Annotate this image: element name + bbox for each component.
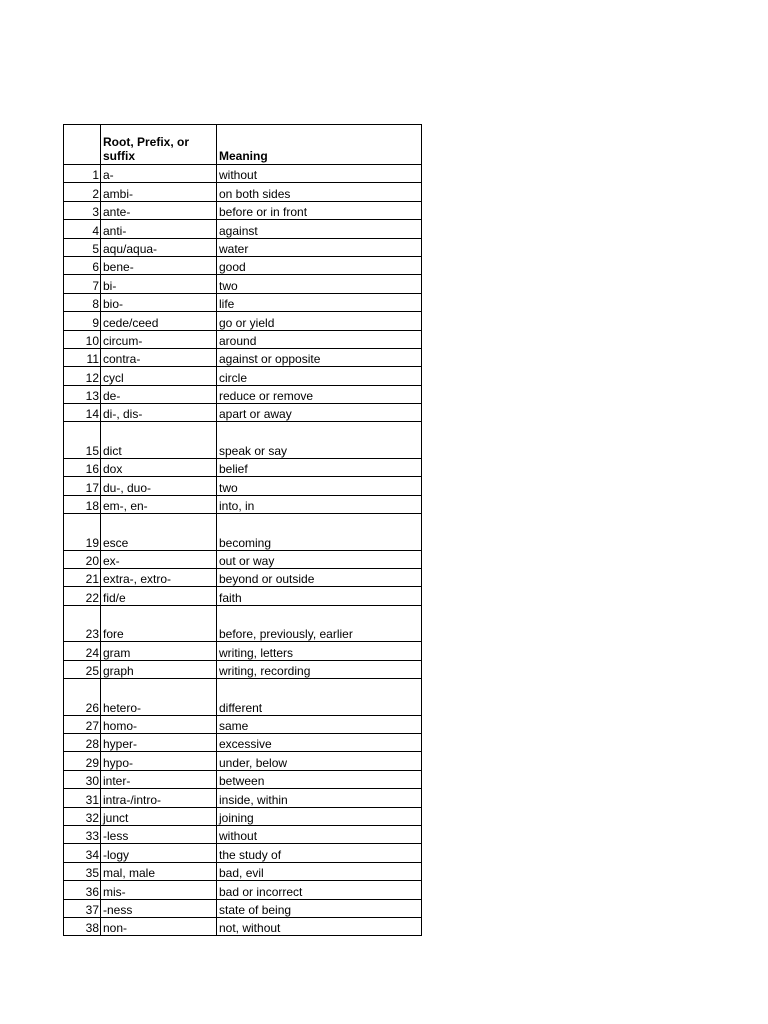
root-cell[interactable]: graph	[101, 660, 217, 678]
root-cell[interactable]: di-, dis-	[101, 404, 217, 422]
row-number-cell[interactable]: 15	[64, 422, 101, 459]
row-number-cell[interactable]: 22	[64, 587, 101, 605]
table-row	[64, 733, 422, 751]
table-row	[64, 587, 422, 605]
meaning-cell[interactable]: on both sides	[217, 183, 422, 201]
row-number-cell[interactable]: 13	[64, 385, 101, 403]
meaning-cell[interactable]: water	[217, 238, 422, 256]
meaning-cell[interactable]: under, below	[217, 752, 422, 770]
meaning-cell[interactable]: writing, recording	[217, 660, 422, 678]
header-meaning-cell[interactable]: Meaning	[217, 125, 422, 165]
row-number-cell[interactable]: 23	[64, 605, 101, 642]
header-number-cell[interactable]	[64, 125, 101, 165]
table-row	[64, 404, 422, 422]
root-cell[interactable]: ante-	[101, 201, 217, 219]
table-row	[64, 789, 422, 807]
table-row	[64, 881, 422, 899]
meaning-cell[interactable]: belief	[217, 458, 422, 476]
meaning-cell[interactable]: circle	[217, 367, 422, 385]
row-number-cell[interactable]: 38	[64, 917, 101, 935]
meaning-cell[interactable]: without	[217, 825, 422, 843]
row-number-cell[interactable]: 29	[64, 752, 101, 770]
row-number-cell[interactable]: 8	[64, 293, 101, 311]
table-row	[64, 917, 422, 935]
row-number-cell[interactable]: 34	[64, 844, 101, 862]
table-row	[64, 275, 422, 293]
row-number-cell[interactable]: 10	[64, 330, 101, 348]
table-row	[64, 660, 422, 678]
table-body	[64, 165, 422, 936]
meaning-cell[interactable]: go or yield	[217, 312, 422, 330]
table-row	[64, 330, 422, 348]
table-row	[64, 715, 422, 733]
table-row	[64, 183, 422, 201]
row-number-cell[interactable]: 35	[64, 862, 101, 880]
table-row	[64, 348, 422, 366]
table-row	[64, 605, 422, 642]
root-cell[interactable]: -ness	[101, 899, 217, 917]
table-row	[64, 422, 422, 459]
row-number-cell[interactable]: 11	[64, 348, 101, 366]
table-row	[64, 642, 422, 660]
row-number-cell[interactable]: 37	[64, 899, 101, 917]
meaning-cell[interactable]: faith	[217, 587, 422, 605]
row-number-cell[interactable]: 33	[64, 825, 101, 843]
meaning-cell[interactable]: inside, within	[217, 789, 422, 807]
root-cell[interactable]: -logy	[101, 844, 217, 862]
row-number-cell[interactable]: 21	[64, 569, 101, 587]
meaning-cell[interactable]: speak or say	[217, 422, 422, 459]
meaning-cell[interactable]: life	[217, 293, 422, 311]
root-cell[interactable]: non-	[101, 917, 217, 935]
root-cell[interactable]: -less	[101, 825, 217, 843]
root-cell[interactable]: cycl	[101, 367, 217, 385]
meaning-cell[interactable]: between	[217, 770, 422, 788]
row-number-cell[interactable]: 26	[64, 679, 101, 716]
meaning-cell[interactable]: becoming	[217, 514, 422, 551]
meaning-cell[interactable]: joining	[217, 807, 422, 825]
row-number-cell[interactable]: 24	[64, 642, 101, 660]
root-cell[interactable]: fore	[101, 605, 217, 642]
row-number-cell[interactable]: 4	[64, 220, 101, 238]
row-number-cell[interactable]: 7	[64, 275, 101, 293]
row-number-cell[interactable]: 3	[64, 201, 101, 219]
table-row	[64, 770, 422, 788]
meaning-cell[interactable]: without	[217, 165, 422, 183]
row-number-cell[interactable]: 27	[64, 715, 101, 733]
row-number-cell[interactable]: 5	[64, 238, 101, 256]
root-cell[interactable]: junct	[101, 807, 217, 825]
row-number-cell[interactable]: 32	[64, 807, 101, 825]
table-row	[64, 312, 422, 330]
table-row	[64, 165, 422, 183]
meaning-cell[interactable]: writing, letters	[217, 642, 422, 660]
table-row	[64, 825, 422, 843]
root-cell[interactable]: hetero-	[101, 679, 217, 716]
meaning-cell[interactable]: bad or incorrect	[217, 881, 422, 899]
root-cell[interactable]: circum-	[101, 330, 217, 348]
row-number-cell[interactable]: 19	[64, 514, 101, 551]
row-number-cell[interactable]: 30	[64, 770, 101, 788]
root-cell[interactable]: bio-	[101, 293, 217, 311]
table-row	[64, 367, 422, 385]
table-row	[64, 679, 422, 716]
meaning-cell[interactable]: state of being	[217, 899, 422, 917]
table-row	[64, 752, 422, 770]
meaning-cell[interactable]: two	[217, 477, 422, 495]
root-cell[interactable]: extra-, extro-	[101, 569, 217, 587]
header-root-cell[interactable]: Root, Prefix, or suffix	[101, 125, 217, 165]
meaning-cell[interactable]: excessive	[217, 733, 422, 751]
root-cell[interactable]: ambi-	[101, 183, 217, 201]
root-cell[interactable]: a-	[101, 165, 217, 183]
meaning-cell[interactable]: same	[217, 715, 422, 733]
table-row	[64, 293, 422, 311]
meaning-cell[interactable]: before or in front	[217, 201, 422, 219]
row-number-cell[interactable]: 28	[64, 733, 101, 751]
root-cell[interactable]: dict	[101, 422, 217, 459]
root-cell[interactable]: esce	[101, 514, 217, 551]
root-cell[interactable]: mis-	[101, 881, 217, 899]
row-number-cell[interactable]: 20	[64, 550, 101, 568]
meaning-cell[interactable]: against or opposite	[217, 348, 422, 366]
table-row	[64, 569, 422, 587]
root-cell[interactable]: fid/e	[101, 587, 217, 605]
row-number-cell[interactable]: 9	[64, 312, 101, 330]
row-number-cell[interactable]: 36	[64, 881, 101, 899]
table-row	[64, 238, 422, 256]
root-cell[interactable]: bene-	[101, 256, 217, 274]
row-number-cell[interactable]: 14	[64, 404, 101, 422]
row-number-cell[interactable]: 1	[64, 165, 101, 183]
root-cell[interactable]: aqu/aqua-	[101, 238, 217, 256]
meaning-cell[interactable]: different	[217, 679, 422, 716]
table-row	[64, 256, 422, 274]
meaning-cell[interactable]: before, previously, earlier	[217, 605, 422, 642]
roots-table	[63, 124, 422, 936]
meaning-cell[interactable]: two	[217, 275, 422, 293]
meaning-cell[interactable]: not, without	[217, 917, 422, 935]
root-cell[interactable]: inter-	[101, 770, 217, 788]
root-cell[interactable]: bi-	[101, 275, 217, 293]
meaning-cell[interactable]: reduce or remove	[217, 385, 422, 403]
table-row	[64, 550, 422, 568]
row-number-cell[interactable]: 31	[64, 789, 101, 807]
row-number-cell[interactable]: 17	[64, 477, 101, 495]
row-number-cell[interactable]: 18	[64, 495, 101, 513]
table-row	[64, 514, 422, 551]
table-row	[64, 220, 422, 238]
row-number-cell[interactable]: 12	[64, 367, 101, 385]
table-row	[64, 899, 422, 917]
table-row	[64, 477, 422, 495]
root-cell[interactable]: de-	[101, 385, 217, 403]
root-cell[interactable]: contra-	[101, 348, 217, 366]
root-cell[interactable]: cede/ceed	[101, 312, 217, 330]
table-row	[64, 844, 422, 862]
table-row	[64, 862, 422, 880]
meaning-cell[interactable]: into, in	[217, 495, 422, 513]
meaning-cell[interactable]: beyond or outside	[217, 569, 422, 587]
meaning-cell[interactable]: good	[217, 256, 422, 274]
meaning-cell[interactable]: bad, evil	[217, 862, 422, 880]
meaning-cell[interactable]: around	[217, 330, 422, 348]
root-cell[interactable]: homo-	[101, 715, 217, 733]
root-cell[interactable]: dox	[101, 458, 217, 476]
header-row	[64, 125, 422, 165]
root-cell[interactable]: du-, duo-	[101, 477, 217, 495]
table-row	[64, 807, 422, 825]
row-number-cell[interactable]: 16	[64, 458, 101, 476]
row-number-cell[interactable]: 6	[64, 256, 101, 274]
root-cell[interactable]: mal, male	[101, 862, 217, 880]
table-row	[64, 495, 422, 513]
table-row	[64, 385, 422, 403]
root-cell[interactable]: hyper-	[101, 733, 217, 751]
table-row	[64, 201, 422, 219]
table-row	[64, 458, 422, 476]
meaning-cell[interactable]: the study of	[217, 844, 422, 862]
meaning-cell[interactable]: out or way	[217, 550, 422, 568]
root-cell[interactable]: anti-	[101, 220, 217, 238]
root-cell[interactable]: gram	[101, 642, 217, 660]
row-number-cell[interactable]: 2	[64, 183, 101, 201]
root-cell[interactable]: em-, en-	[101, 495, 217, 513]
meaning-cell[interactable]: apart or away	[217, 404, 422, 422]
root-cell[interactable]: ex-	[101, 550, 217, 568]
spreadsheet-page	[63, 124, 421, 936]
root-cell[interactable]: intra-/intro-	[101, 789, 217, 807]
row-number-cell[interactable]: 25	[64, 660, 101, 678]
meaning-cell[interactable]: against	[217, 220, 422, 238]
root-cell[interactable]: hypo-	[101, 752, 217, 770]
